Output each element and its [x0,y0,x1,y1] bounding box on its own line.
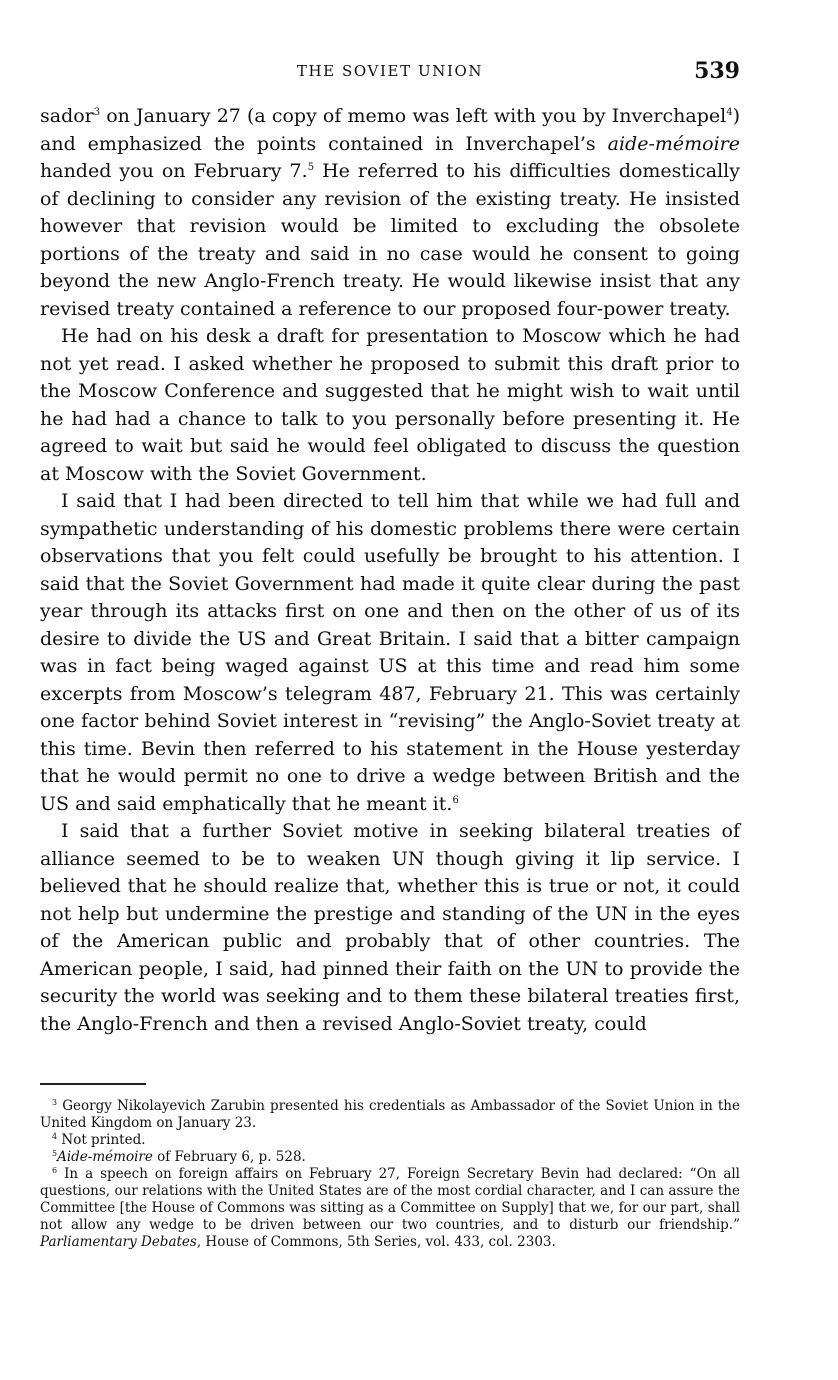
footnote-3-text: Georgy Nikolayevich Zarubin presented his credentials as Ambassador of the Soviet Union in the United Kingdom on January 23. [40,1098,740,1131]
paragraph-2: He had on his desk a draft for presentation to Moscow which he had not yet read. I asked whether he proposed to submit this draft prior to the Moscow Conference and suggested that he might wish to wait until he had had a chance to talk to you personally before presenting it. He agreed to wait but said he would feel obligated to discuss the question at Moscow with the Soviet Government. [40,325,740,485]
footnote-4 [40,1132,740,1149]
footnote-6-text-end: , House of Commons, 5th Series, vol. 433, col. 2303. [196,1234,556,1250]
page-number: 539 [694,58,740,84]
footnote-6-italic: Parliamentary Debates [40,1234,197,1250]
footnotes [40,1098,740,1251]
footnote-5-text: of February 6, p. 528. [152,1149,306,1165]
footnote-6-text: In a speech on foreign affairs on February 27, Foreign Secretary Bevin had declared: “On all questions, our relations with the United States are of the most cordial character, and I can assure the Committee [the House of Commons was sitting as a Committee on Supply] that we, for our part, shall not allow any wedge to be driven between our two countries, and to disturb our friendship.” [40,1166,740,1233]
footnote-divider [40,1083,146,1085]
footnote-3 [40,1098,740,1132]
footnote-ref-4: 4 [726,107,733,118]
p1-text-b: on January 27 (a copy of memo was left with you by Inverchapel [100,105,727,127]
p1-text-a: sador [40,105,94,127]
footnote-5-italic: Aide-mémoire [57,1149,153,1165]
p1-text-e: He referred to his difficulties domestically of declining to consider any revision of the existing treaty. He insisted however that revision would be limited to excluding the obsolete portions of the treaty and said in no case would he consent to going beyond the new Anglo-French treaty. He would likewise insist that any revised treaty contained a reference to our proposed four-power treaty. [40,160,740,320]
footnote-mark-4: 4 [52,1132,58,1141]
running-title: THE SOVIET UNION [296,62,484,80]
footnote-6 [40,1166,740,1251]
footnote-mark-3: 3 [52,1098,58,1107]
body-text [40,103,740,1038]
footnote-4-text: Not printed. [57,1132,146,1148]
p1-italic-aide-memoire: aide-mémoire [607,132,740,155]
footnote-mark-6: 6 [52,1166,58,1175]
p3-text: I said that I had been directed to tell him that while we had full and sympathetic understanding of his domestic problems there were certain observations that you felt could usefully be brought to his attention. I said that the Soviet Government had made it quite clear during the past year through its attacks first on one and then on the other of us of its desire to divide the US and Great Britain. I said that a bitter campaign was in fact being waged against US at this time and read him some excerpts from Moscow’s telegram 487, February 21. This was certainly one factor behind Soviet interest in “revising” the Anglo-Soviet treaty at this time. Bevin then referred to his statement in the House yesterday that he would permit no one to drive a wedge between British and the US and said emphatically that he meant it. [40,490,740,815]
p1-text-c: ) and emphasized the points contained in Inverchapel’s [40,105,740,155]
paragraph-3 [40,488,740,818]
paragraph-4: I said that a further Soviet motive in seeking bilateral treaties of alliance seemed to be to weaken UN though giving it lip service. I believed that he should realize that, whether this is true or not, it could not help but undermine the prestige and standing of the UN in the eyes of the American public and probably that of other countries. The American people, I said, had pinned their faith on the UN to provide the security the world was seeking and to them these bilateral treaties first, the Anglo-French and then a revised Anglo-Soviet treaty, could [40,820,740,1035]
footnote-ref-5: 5 [307,162,315,173]
paragraph-1 [40,103,740,323]
running-head [40,58,740,88]
footnote-5 [40,1149,740,1166]
footnote-ref-6: 6 [452,794,459,806]
p1-text-d: handed you on February 7. [40,160,308,182]
footnote-mark-5: 5 [52,1149,58,1158]
footnote-ref-3: 3 [93,107,101,118]
